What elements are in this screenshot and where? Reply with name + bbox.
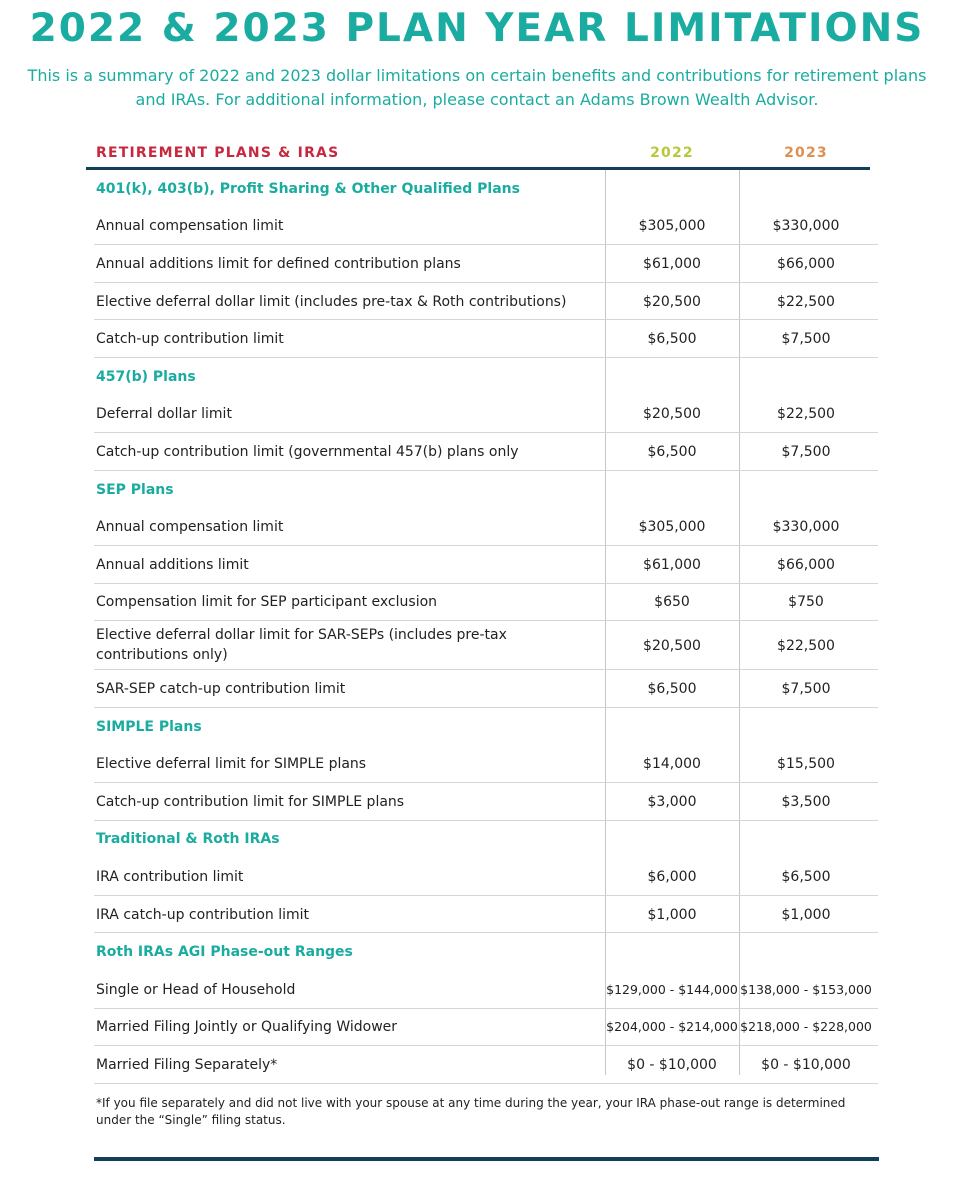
row-label: Elective deferral dollar limit (includes pre-tax & Roth contributions): [96, 293, 567, 310]
row-label: Married Filing Separately*: [96, 1056, 278, 1073]
row-label: Deferral dollar limit: [96, 406, 232, 423]
table-row: [0, 208, 954, 246]
value-2023: $218,000 - $228,000: [740, 1019, 872, 1035]
table-row: [0, 245, 954, 283]
value-2023: $750: [788, 594, 824, 611]
value-2023: $7,500: [781, 331, 831, 348]
row-label: Married Filing Jointly or Qualifying Widower: [96, 1019, 398, 1036]
table-row: [0, 1046, 954, 1084]
table-row: [0, 783, 954, 821]
section-heading-row: [0, 708, 954, 746]
value-2023: $138,000 - $153,000: [740, 981, 872, 997]
section-heading-row: [0, 170, 954, 208]
table-header-2022: 2022: [650, 145, 694, 161]
section-heading-row: [0, 358, 954, 396]
table-row: [0, 320, 954, 358]
footnote: *If you file separately and did not live with your spouse at any time during the year, your IRA phase-out range is determined under the “Single” filing status.: [96, 1096, 846, 1127]
value-2023: $15,500: [777, 756, 835, 773]
section-heading: SIMPLE Plans: [96, 718, 202, 735]
table-header-label: RETIREMENT PLANS & IRAS: [96, 145, 340, 161]
section-heading: Traditional & Roth IRAs: [96, 831, 280, 848]
value-2022: $305,000: [638, 218, 706, 235]
value-2023: $7,500: [781, 680, 831, 697]
value-2023: $3,500: [781, 793, 831, 810]
section-heading: 401(k), 403(b), Profit Sharing & Other Qualified Plans: [96, 180, 520, 197]
row-label: Catch-up contribution limit (governmental 457(b) plans only: [96, 443, 519, 460]
value-2023: $66,000: [777, 556, 835, 573]
value-2022: $3,000: [647, 793, 697, 810]
row-divider: [94, 1083, 878, 1084]
value-2022: $20,500: [643, 293, 701, 310]
section-heading: SEP Plans: [96, 481, 174, 498]
value-2022: $20,500: [643, 637, 701, 654]
value-2022: $1,000: [647, 906, 697, 923]
table-header-2023: 2023: [784, 145, 828, 161]
row-label: SAR-SEP catch-up contribution limit: [96, 680, 346, 697]
table-row: [0, 546, 954, 584]
row-label: Annual compensation limit: [96, 218, 284, 235]
value-2023: $22,500: [777, 637, 835, 654]
value-2023: $6,500: [781, 868, 831, 885]
section-heading-row: [0, 821, 954, 859]
table-row: [0, 433, 954, 471]
section-heading-row: [0, 471, 954, 509]
value-2023: $7,500: [781, 443, 831, 460]
table-row: [0, 283, 954, 321]
table-row: [0, 670, 954, 708]
row-label: Annual compensation limit: [96, 519, 284, 536]
row-label: Elective deferral limit for SIMPLE plans: [96, 756, 367, 773]
footer-rule: [94, 1157, 879, 1161]
value-2022: $6,500: [647, 680, 697, 697]
value-2022: $6,500: [647, 443, 697, 460]
table-row: [0, 396, 954, 434]
value-2022: $61,000: [643, 556, 701, 573]
row-label: Catch-up contribution limit: [96, 331, 284, 348]
value-2022: $20,500: [643, 406, 701, 423]
section-heading-row: [0, 933, 954, 971]
table-row: [0, 1009, 954, 1047]
intro-text: This is a summary of 2022 and 2023 dollar limitations on certain benefits and contributions for retirement plans and IRAs. For additional information, please contact an Adams Brown Wealth Advisor.: [27, 66, 927, 109]
value-2022: $650: [654, 594, 690, 611]
row-label: Annual additions limit: [96, 556, 249, 573]
table-row: [0, 896, 954, 934]
value-2023: $1,000: [781, 906, 831, 923]
table-row: [0, 745, 954, 783]
value-2023: $66,000: [777, 255, 835, 272]
row-label: Annual additions limit for defined contribution plans: [96, 255, 461, 272]
table-row: [0, 584, 954, 622]
row-label: Single or Head of Household: [96, 981, 296, 998]
value-2022: $0 - $10,000: [627, 1056, 717, 1073]
row-label: Elective deferral dollar limit for SAR-SEPs (includes pre-tax contributions only): [96, 627, 507, 664]
row-label: Compensation limit for SEP participant exclusion: [96, 594, 438, 611]
value-2023: $330,000: [772, 519, 840, 536]
value-2022: $305,000: [638, 519, 706, 536]
value-2023: $22,500: [777, 406, 835, 423]
table-row: [0, 858, 954, 896]
value-2022: $204,000 - $214,000: [606, 1019, 738, 1035]
section-heading: Roth IRAs AGI Phase-out Ranges: [96, 944, 353, 961]
row-label: IRA contribution limit: [96, 868, 244, 885]
value-2023: $330,000: [772, 218, 840, 235]
section-heading: 457(b) Plans: [96, 368, 196, 385]
value-2022: $14,000: [643, 756, 701, 773]
page-title: 2022 & 2023 PLAN YEAR LIMITATIONS: [29, 6, 925, 51]
value-2022: $6,000: [647, 868, 697, 885]
value-2022: $129,000 - $144,000: [606, 981, 738, 997]
value-2022: $6,500: [647, 331, 697, 348]
table-row: [0, 971, 954, 1009]
table-row: [0, 508, 954, 546]
value-2023: $0 - $10,000: [761, 1056, 851, 1073]
row-label: IRA catch-up contribution limit: [96, 906, 310, 923]
table-row: [0, 621, 954, 670]
value-2022: $61,000: [643, 255, 701, 272]
value-2023: $22,500: [777, 293, 835, 310]
row-label: Catch-up contribution limit for SIMPLE plans: [96, 793, 405, 810]
